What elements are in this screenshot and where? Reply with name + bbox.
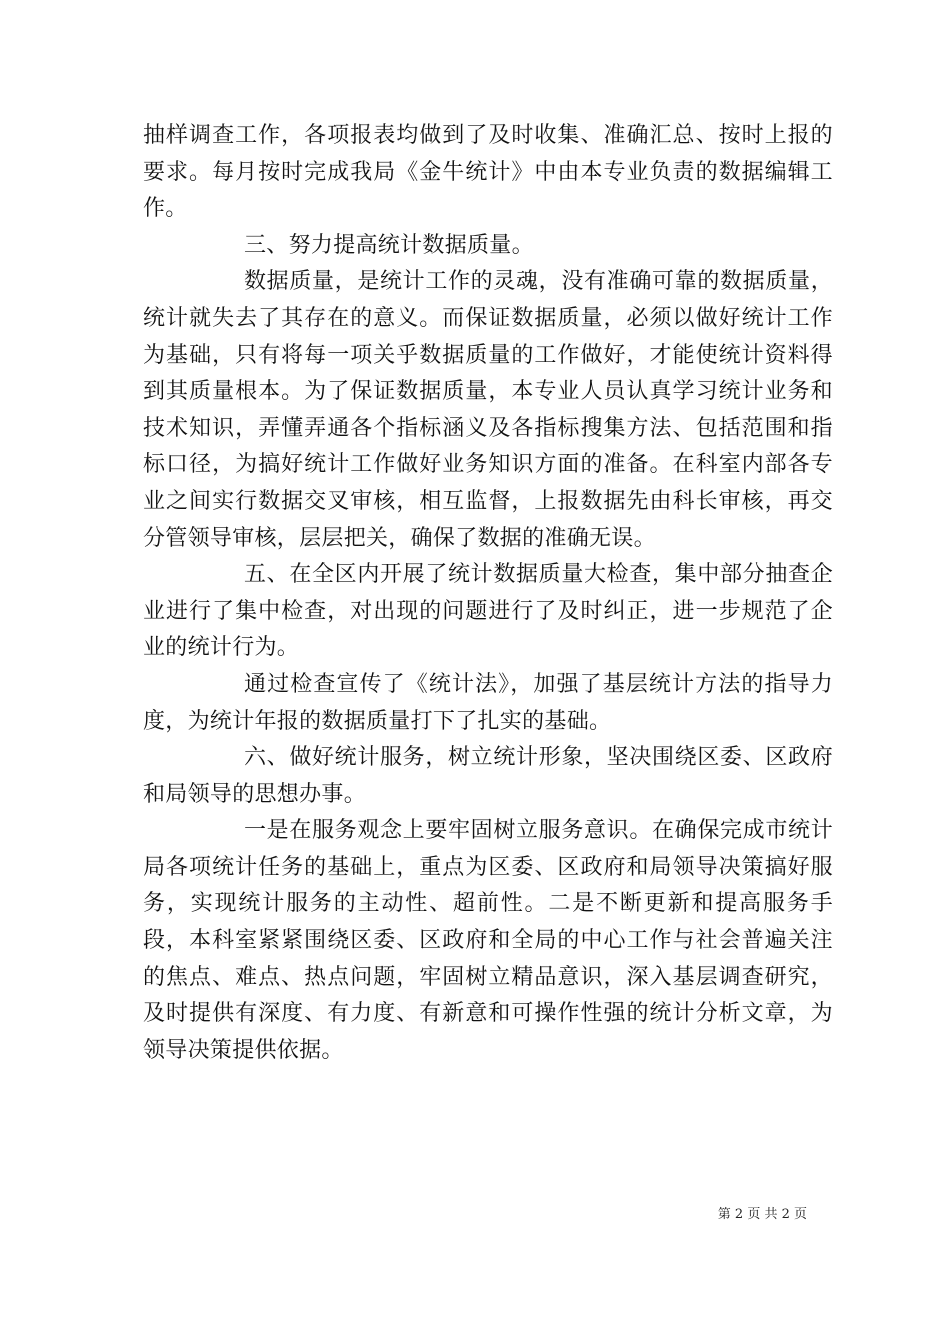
- section-heading-six: 六、做好统计服务，树立统计形象，坚决围绕区委、区政府和局领导的思想办事。: [143, 745, 833, 807]
- document-body: [143, 118, 833, 1069]
- paragraph-service: 一是在服务观念上要牢固树立服务意识。在确保完成市统计局各项统计任务的基础上，重点为区委、区政府和局领导决策搞好服务，实现统计服务的主动性、超前性。二是不断更新和提高服务手段，本科室紧紧围绕区委、区政府和全局的中心工作与社会普遍关注的焦点、难点、热点问题，牢固树立精品意识，深入基层调查研究，及时提供有深度、有力度、有新意和可操作性强的统计分析文章，为领导决策提供依据。: [143, 818, 833, 1063]
- page-number-footer: 第 2 页 共 2 页: [717, 1207, 807, 1222]
- section-heading-five: 五、在全区内开展了统计数据质量大检查，集中部分抽查企业进行了集中检查，对出现的问题进行了及时纠正，进一步规范了企业的统计行为。: [143, 562, 833, 661]
- paragraph-continuation: 抽样调查工作，各项报表均做到了及时收集、准确汇总、按时上报的要求。每月按时完成我局《金牛统计》中由本专业负责的数据编辑工作。: [143, 123, 833, 222]
- paragraph-statistics-law: 通过检查宣传了《统计法》，加强了基层统计方法的指导力度，为统计年报的数据质量打下了扎实的基础。: [143, 671, 833, 734]
- section-heading-three: 三、努力提高统计数据质量。: [244, 232, 534, 258]
- paragraph-data-quality: 数据质量，是统计工作的灵魂，没有准确可靠的数据质量，统计就失去了其存在的意义。而保证数据质量，必须以做好统计工作为基础，只有将每一项关乎数据质量的工作做好，才能使统计资料得到其质量根本。为了保证数据质量，本专业人员认真学习统计业务和技术知识，弄懂弄通各个指标涵义及各指标搜集方法、包括范围和指标口径，为搞好统计工作做好业务知识方面的准备。在科室内部各专业之间实行数据交叉审核，相互监督，上报数据先由科长审核，再交分管领导审核，层层把关，确保了数据的准确无误。: [143, 269, 833, 551]
